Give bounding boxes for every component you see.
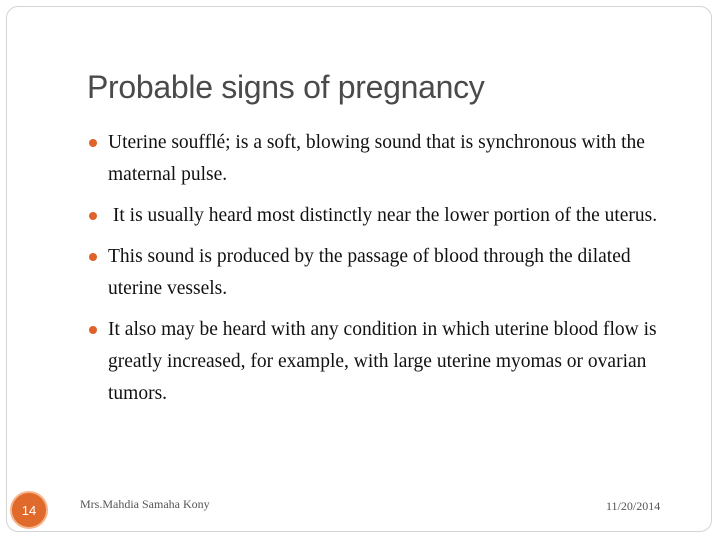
slide-frame [6, 6, 712, 532]
bullet-list [87, 127, 687, 419]
bullet-dot-icon [89, 212, 97, 220]
bullet-text: It also may be heard with any condition in which uterine blood flow is greatly increased, for example, with large uterine myomas or ovarian tumors. [108, 319, 657, 404]
bullet-dot-icon [89, 253, 97, 261]
footer-author: Mrs.Mahdia Samaha Kony [80, 497, 210, 511]
list-item [87, 200, 687, 232]
bullet-text: Uterine soufflé; is a soft, blowing sound that is synchronous with the maternal pulse. [108, 132, 645, 185]
bullet-dot-icon [89, 326, 97, 334]
page-number-badge [10, 491, 48, 529]
bullet-text: This sound is produced by the passage of blood through the dilated uterine vessels. [108, 246, 631, 299]
list-item [87, 314, 687, 410]
list-item [87, 241, 687, 305]
list-item [87, 127, 687, 191]
page-number: 14 [21, 502, 37, 518]
footer-date: 11/20/2014 [606, 499, 661, 513]
slide-title: Probable signs of pregnancy [87, 69, 485, 105]
bullet-text: It is usually heard most distinctly near the lower portion of the uterus. [108, 205, 658, 226]
bullet-dot-icon [89, 139, 97, 147]
